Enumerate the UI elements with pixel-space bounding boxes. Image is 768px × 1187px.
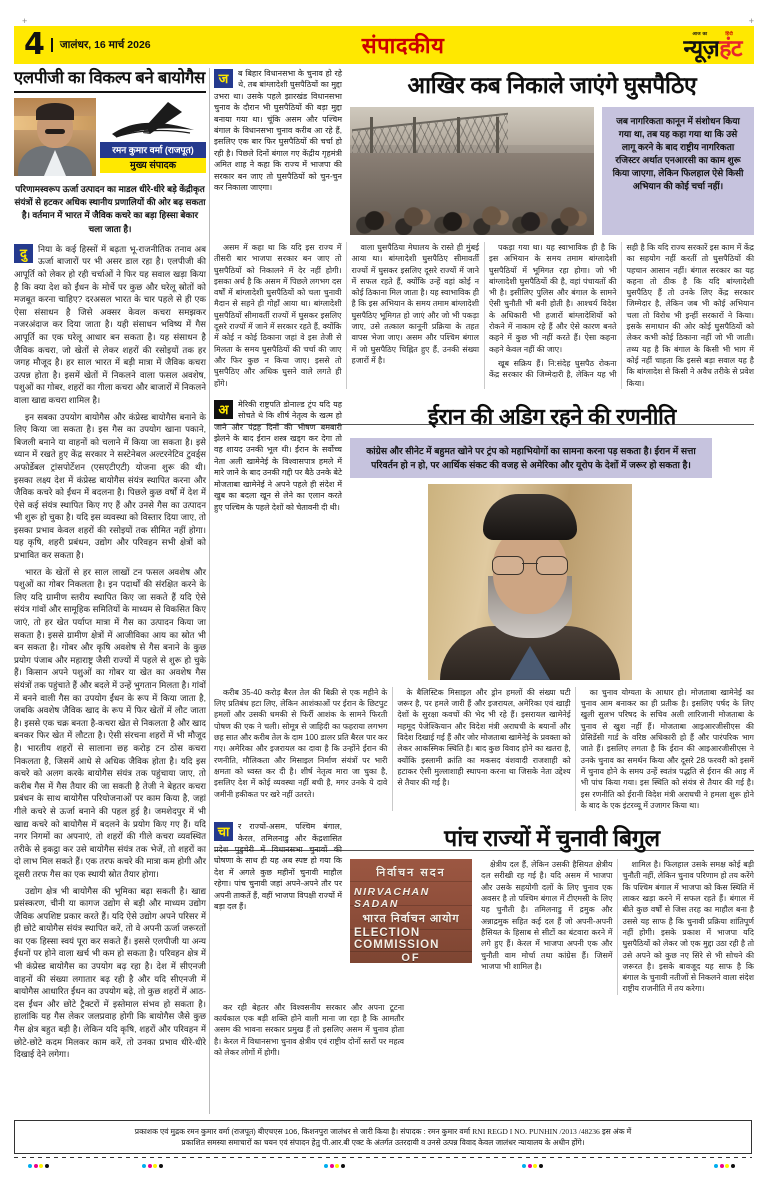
story-body-columns: [214, 1002, 404, 1061]
registration-mark: [142, 1164, 163, 1168]
column-divider-main: [209, 68, 210, 1114]
story-column-paragraph: खूब सक्रिय हैं। नि:संदेह घुसपैठ रोकना केंद्र सरकार की जिम्मेदारी है, लेकिन यह भी सही है कि यदि राज्य सरकारें इस काम में केंद्र का सहयोग नहीं करतीं तो घुसपैठियों की पहचान आसान नहीं। बंगाल सरकार का यह कहना तो ठीक है कि यदि बांग्लादेशी घुसपैठिए हैं तो उनके लिए केंद्र सरकार जिम्मेदार है, लेकिन जब भी कोई अभियान चला तो विरोध भी इन्हीं सरकारों ने किया। इसके समाधान की ओर कोई घुसपैठियों को लेकर कभी कोई ठिकाना नहीं जो भी जाती। तथ्य यह है कि बंगाल के किसी भी भाग में कोई नहीं चाहता कि इससे बड़ा सवाल यह है कि बांग्लादेश से किसी ने अवैध तरीके से प्रवेश किया।: [489, 243, 754, 388]
footer-line-1b: इस अंक में: [599, 1127, 632, 1136]
story-callout: कांग्रेस और सीनेट में बहुमत खोने पर ट्रंप को महाभियोगों का सामना करना पड़ सकता है। ईरान में सत्ता परिवर्तन हो न हो, पर आर्थिक संकट की वजह से अमेरिका और यूरोप के देशों में जरूर हो सकता है।: [350, 438, 712, 478]
iran-leader-portrait: [428, 484, 632, 680]
editorial-intro: परिणामस्वरूप ऊर्जा उत्पादन का माडल धीरे-धीरे बड़े केंद्रीकृत संयंत्रों से हटकर अधिक स्थानीय प्रणालियों की ओर बढ़ सकता है। वर्तमान में भारत में जैविक कचरे का बड़ा हिस्सा बेकार चला जाता है।: [14, 184, 206, 234]
story-iran: [214, 399, 754, 811]
story-header-row: [214, 399, 754, 680]
footer-line-2: प्रकाशित समस्या समाचारों का चयन एवं संपादन हेतु पी.आर.बी एक्ट के अंतर्गत उतरदायी व उनसे उत्पन्न विवाद केवल जालंधर न्यायालय के अधीन होंगे।: [181, 1138, 585, 1147]
editorial-paragraph-text: निया के कई हिस्सों में बढ़ता भू-राजनीतिक तनाव अब ऊर्जा बाजारों पर भी असर डाल रहा है। एलपीजी की आपूर्ति को लेकर हो रही चर्चाओं ने फिर यह सवाल खड़ा किया है कि क्या देश को ईंधन के मोर्चे पर कुछ और घरेलू स्रोतों को मजबूत करना चाहिए? दरअसल भारत के चार पहले से ही एक ऐसा संसाधन है जिसे अक्सर केवल कचरा समझकर नजरअंदाज कर दिया जाता है। यही संसाधन भविष्य में गैस आपूर्ति का एक घरेलू आधार बन सकता है। यह संसाधन है जैविक कचरा, जो खेतों से लेकर शहरों की रसोइयों तक हर जगह मौजूद है। हर साल भारत में बड़ी मात्रा में जैविक कचरा उत्पन्न होता है। इसमें खेतों में निकलने वाला फसल अवशेष, पशुओं का गोबर, शहरों का गीला कचरा और बाजारों में निकलने वाला खाद्य कचरा शामिल है।: [14, 243, 206, 405]
story-body-columns: [214, 687, 754, 811]
story-elections: [214, 821, 754, 1061]
logo-word-one: न्यूज़: [683, 34, 720, 61]
page-number: 4: [24, 27, 44, 62]
story-lead-text: ब बिहार विधानसभा के चुनाव हो रहे थे, तब बांग्लादेशी घुसपैठियों का मुद्दा उभरा था। उसके पहले झारखंड विधानसभा चुनाव के दौरान भी घुसपैठियों की बड़ा मुद्दा बनाया गया था। चूंकि असम और पश्चिम बंगाल के विधानसभा चुनाव करीब आ रहे हैं, इसलिए एक बार फिर घुसपैठियों की चर्चा हो रही है। पिछले दिनों बंगाल गए केंद्रीय गृहमंत्री अमित शाह ने कहा कि राज्य में भाजपा की सरकार बन जाए तो घुसपैठियों को चुन-चुन कर निकाला जाएगा।: [214, 69, 342, 193]
story-column-paragraph: क्षेत्रीय दल हैं, लेकिन उसकी हैसियत क्षेत्रीय दल सरीखी रह गई है। यदि असम में भाजपा और उसके सहयोगी दलों के लिए चुनाव एक अवसर है तो पश्चिम बंगाल में टीएमसी के लिए यह चुनौती है। तमिलनाडु में द्रमुक और अन्नाद्रमुक सहित कई दल हैं जो अपनी-अपनी हैसियत के हिसाब से सीटों का बंटवारा करने में लगे हुए हैं। केरल में भाजपा अपनी एक और चुनौती वाम मोर्चा तथा कांग्रेस हैं। जिसमें भाजपा भी शामिल है।: [481, 860, 613, 971]
story-column-paragraph: करीब 35-40 करोड़ बैरल तेल की बिक्री से एक महीने के लिए प्रतिबंध हटा लिए, लेकिन आशंकाओं पर ईरान के छिटपुट हमलों और उसकी धमकी से फिर्री आशंक के सामने फिरती पोषण की एक ने चली। सोमूत्र से जाहिदी का फहराया लगभग छह सात और करीब तेल के दाम 100 डालर प्रति बैरल पार कर गए। अमेरिका और इजरायल का दावा है कि उन्होंने ईरान की रणनीति, मौलिकता और मिसाइल निर्माण संयंत्रों पर भारी क्षमता को ध्वस्त कर दी है। शीर्ष नेतृत्व मारा जा चुका है, इसलिए देश में कोई व्यवस्था नहीं बची है, मगर उनके ये दावे जमीनी हकीकत पर खरे नहीं उतरते।: [214, 687, 388, 799]
footer-dashed-rule: [14, 1157, 752, 1158]
ec-sign-line-4: ELECTION COMMISSION: [354, 927, 440, 952]
crop-mark-top-left: +: [22, 16, 28, 26]
registration-mark: [324, 1164, 345, 1168]
author-role: मुख्य संपादक: [100, 158, 206, 173]
editorial-dropcap: दु: [14, 244, 33, 263]
editorial-paragraph: [14, 243, 206, 407]
story-column-paragraph: के बैलिस्टिक मिसाइल और ड्रोन हमलों की संख्या घटी जरूर है, पर हमले जारी हैं और इजरायल, अमेरिका एवं खाड़ी देशों के सुरक्षा कवचों की भेद भी रहे हैं। इसरायल खामेनेई महमूद पेजेश्कियान और विदेश मंत्री अराघची के बयानों और विदेश दिखाई गई हैं और जोर मोजताबा खामेनेई के प्रवक्ता को लेकर आकस्मिक स्थिति है। बाद कुछ विवाद होने का खतरा है, क्योंकि इस्लामी क्रांति का मकसद वंशवादी राजशाही को हटाकर ऐसी मुल्लाशाही स्थापना करना था जिसके नेता उद्देश्य से तैयार की गई है।: [397, 687, 571, 788]
author-photo: [14, 98, 96, 176]
editorial-body: [14, 243, 206, 1061]
story-column-paragraph: पकड़ा गया था। यह स्वाभाविक ही है कि इस अभियान के समय तमाम बांग्लादेशी घुसपैठियों में भूमिगत रहा होगा। जो भी बांग्लादेशी घुसपैठियों की है, वहां पंचायतों की भी है। इसीलिए पुलिस और बंगाल के सामने ऐसी चुनौती भी बनी होती है। आश्चर्य विदेश के अधिकारी भी हजारों बांग्लादेशियों को रोकने में नाकाम रहे हैं और ऐसे कारण बनते कहने में कुछ भी नहीं करते हैं। ऐसा कहना कहने केवल नहीं की जाए।: [489, 243, 617, 354]
footer-rni: RNI REGD I NO. PUNHIN /2013 /48236: [472, 1127, 600, 1136]
story-inset-columns: [481, 859, 754, 995]
story-header-row: [214, 821, 754, 995]
editorial-paragraph: भारत के खेतों से हर साल लाखों टन फसल अवशेष और पशुओं का गोबर निकलता है। इन पदार्थों की संरक्षित करने के लिए यदि ग्रामीण स्तरीय स्थापित किए जा सकते हैं यदि ऐसे संयंत्र गांवों और सामूहिक समितियों के माध्यम से विकसित किए जाएं, तो हर खेत पर्याप्त मात्रा में गैस का उत्पादन किया जा सकता है। इससे ग्रामीण क्षेत्रों में आजीविका आय का स्रोत भी बन सकता है। गोबर और कृषि अवशेष से गैस बनाने के कुछ प्रयोग पंजाब और महाराष्ट्र जैसी राज्यों में पहले से शुरू हो चुके हैं। किसान अपने पशुओं का गोबर या खेत का अवशेष गैस संयंत्रों तक पहुंचाते हैं और बदले में उन्हें भुगतान मिलता है। गांवों में बनने वाली गैस का उपयोग ईंधन के रूप में किया जाता है, जबकि अवशेष जैविक खाद के रूप में फिर खेतों में लौट जाता है। इससे एक चक्र बनता है-कचरा खेत से निकलता है और खाद बनकर फिर खेत में लौटता है। ऐसी संरचना शहरों में भी मौजूद है। भारतीय शहरों से सालाना छह करोड़ टन ठोस कचरा निकलता है, जिसमें आधे से अधिक जैविक होता है। यदि इस कचरे को अलग करके बायोगैस संयंत्र तक पहुंचाया जाए, तो करीब गैस में गैस तैयार की जा सकती है तेजी ने बेहतर कचरा प्रबंधन के साथ बायोगैस परियोजनाओं पर काम किया है, जहां गीले कचरे से ऊर्जा बनाने की पहल हुई है। जमशेदपुर में भी खाद्य कचरे को बायोगैस में बदलने के प्रयोग किए गए हैं। यदि नगर निगमों का अपनाएं, तो शहरों की गीले कचरा व्यवस्थित तरीके से इकट्ठा कर उसे बायोगैस संयंत्र तक भेजें, तो शहरों का दो लाभ मिल सकते हैं। एक तरफ कचरे की मात्रा कम होगी और दूसरी तरफ गैस का एक स्थायी स्रोत तैयार होगा।: [14, 566, 206, 879]
story-headline: पांच राज्यों में चुनावी बिगुल: [444, 825, 660, 852]
author-name: रमन कुमार वर्मा (राजपूत): [100, 142, 206, 158]
pen-icon: [100, 98, 206, 142]
story-header-row: [214, 68, 754, 235]
logo-tagline-left: आज का: [692, 30, 708, 36]
story-lead-text: र राज्यों-असम, पश्चिम बंगाल, केरल, तमिलनाडु और केंद्रशासित प्रदेश पुडुचेरी में विधानसभा चुनावों की घोषणा के साथ ही यह अब स्पष्ट हो गया कि देश में अगले कुछ महीनों चुनावी माहौल रहेगा। पांच चुनावी जहां अपने-अपने तौर पर अपनी ताकतें हैं, वहीं भाजपा विपक्षी राज्यों में बड़ा दल हैं।: [214, 822, 342, 911]
crowd-photo: [350, 107, 594, 235]
registration-mark: [28, 1164, 49, 1168]
story-dropcap: अ: [214, 400, 233, 419]
story-lead-paragraph: [214, 68, 342, 193]
story-infiltrators: [214, 68, 754, 389]
story-headline: आखिर कब निकाले जाएंगे घुसपैठिए: [407, 72, 697, 98]
editorial-byline-block: [14, 98, 206, 176]
story-column-paragraph: का चुनाव योग्यता के आधार हो। मोजताबा खामेनेई का चुनाव आम बनाकर का ही प्रतीक है। इसलिए पर्षद के लिए खुली सुलभ परिषद के सचिव अली लारिजानी मोजताबा के चुनाव से खुश नहीं हैं। मोजताबा आइआरजीसीएस की प्रेसिडेंसी गार्ड के वरिष्ठ अधिकारी हो हैं और पारंपरिक भाग जाते हैं। इसलिए लगता है कि ईरान की आइआरजीसीएस ने उनके चुनाव का समर्थन किया और दूसरे 28 फरवरी को इसमें में चुनाव होने के समय उन्हें स्वतंत्र पद्धति से ईरान की आइ में भी पांच किया गया। इस स्थिति को संयंत्र से तैयार की गई है। इस रणनीति को ईरानी विदेश मंत्री अराघची ने हमला शुरू होने के बाद के एक इंटरव्यू में उजागर किया था।: [580, 687, 754, 810]
editorial-paragraph: इन सबका उपयोग बायोगैस और कंप्रेस्ड बायोगैस बनाने के लिए किया जा सकता है। इस गैस का उपयोग खाना पकाने, बिजली बनाने या वाहनों को चलाने में किया जा सकता है। इसे ध्यान में रखते हुए केंद्र सरकार ने सस्टेनेबल अल्टरनेटिव टुवर्ड्स अफोर्डेबल ट्रांसपोर्टेशन (एसएटीएटी) योजना शुरू की थी। इसका लक्ष्य देश में कंप्रेस्ड बायोगैस संयंत्र स्थापित करना और जैविक कचरे को ईंधन में बदलना है। पिछले कुछ वर्षों में देश में ऐसे कई संयंत्र स्थापित किए गए हैं और उनसे गैस का उत्पादन भी शुरू हो चुका है। यदि इस व्यवस्था को विस्तार दिया जाए, तो इसका प्रभाव केवल शहरों की रसोइयों तक सीमित नहीं होगा। यह कृषि, शहरी प्रबंधन, उद्योग और परिवहन सभी क्षेत्रों को प्रभावित कर सकता है।: [14, 411, 206, 561]
story-lead-text: मेरिकी राष्ट्रपति डोनाल्ड ट्रंप यदि यह सोचते थे कि शीर्ष नेतृत्व के खत्म हो जाने और पंद्रह दिनों की भीषण बमबारी झेलने के बाद ईरान शस्त्र खड्ग कर देगा तो वह शायद उनकी भूल थी। ईरान के सर्वोच्च नेता अली खामेनेई के विश्वासपात्र हमले में मारे जाने के बाद उनकी गद्दी पर बैठे उनके बेटे मोजताबा खामेनेई ने अपने पहले ही संदेश में खुब का बदला खून से लेने का एलान करते हुए पश्चिम के पहले देशों को चेतावनी दी थी।: [214, 399, 342, 512]
story-callout: जब नागरिकता कानून में संशोधन किया गया था, तब यह कहा गया था कि उसे लागू करने के बाद राष्ट्रीय नागरिकता रजिस्टर अर्थात एनआरसी का काम शुरू किया जाएगा, लेकिन फिलहाल ऐसे किसी अभियान की कोई चर्चा नहीं।: [602, 107, 754, 235]
stories-column: [214, 68, 754, 1061]
section-title: संपादकीय: [361, 33, 445, 58]
publication-logo[interactable]: [683, 31, 754, 60]
ec-sign-line-1: निर्वाचन सदन: [376, 867, 446, 880]
registration-mark: [522, 1164, 543, 1168]
story-column-paragraph: वाला घुसपैठिया मेघालय के रास्ते ही मुंबई आया था। बांग्लादेशी घुसपैठिए सीमावर्ती राज्यों में घुसकर इसलिए दूसरे राज्यों में जाने में सफल रहते हैं, क्योंकि उन्हें वहां कोई न कोई ठिकाना मिल जाता है। यह स्वाभाविक ही है कि इस अभियान के समय तमाम बांग्लादेशी घुसपैठिए भूमिगत हो जाएं और जो भी पकड़ा जाए, उसे तत्काल कानूनी प्रक्रिया के तहत वापस भेजा जाए। असम और पश्चिम बंगाल में जो घुसपैठिए चिह्नित हुए हैं, उनकी संख्या हजारों में है।: [351, 243, 479, 365]
editorial-paragraph: उद्योग क्षेत्र भी बायोगैस की भूमिका बढ़ा सकती है। खाद्य प्रसंस्करण, चीनी या कागज उद्योग से बड़ी और माध्यम उद्योग जैविक अपशिष्ट प्रकार करते हैं। यदि ऐसे उद्योग अपने परिसर में ही छोटे बायोगैस संयंत्र स्थापित करें, तो वे अपनी ऊर्जा जरूरतों का एक हिस्सा स्वयं पूरा कर सकते हैं। इससे एलपीजी या अन्य ईंधनों पर होने वाला खर्च भी कम हो सकता है। परिवहन क्षेत्र में भी कंप्रेस्ड बायोगैस का उपयोग बढ़ रहा है। देश में सीएनजी वाहनों की संख्या लगातार बढ़ रही है और यदि सीएनजी में बायोगैस आधारित ईंधन का उपयोग बढ़े, तो कुछ शहरों में आठ-दस ईंधन और छोटे ट्रैक्टरों में इस्तेमाल संभव हो सकता है। हालांकि यह गैस लेकर जलप्रवाह होगी कि बायोगैस जैसे कुछ गैस क्षेत्र बहुत बड़ी है। लेकिन यदि कृषि, शहरों और परिवहन में छोटे-छोटे कदम मिलकर काम करें, तो उनका प्रभाव धीरे-धीरे दिखाई देने लगेगा।: [14, 885, 206, 1060]
logo-wordmark: [683, 34, 742, 61]
logo-tagline-right: हिंदी: [725, 30, 734, 36]
story-column-paragraph: शामिल है। फिलहाल उसके समक्ष कोई बड़ी चुनौती नहीं, लेकिन चुनाव परिणाम हो तय करेंगे कि पश्चिम बंगाल में भाजपा को किस स्थिति में लाकर खड़ा करने में सफल रहते हैं। बंगाल में बीते कुछ वर्षों से जिस तरह का माहौल बना है उससे यह साफ है कि चुनावी प्रक्रिया शांतिपूर्ण नहीं होगी। इसके प्रकाश में भाजपा यदि घुसपैठियों को लेकर जो एक मुद्दा उठा रही है तो उसे अपने को कुछ नए सिरे से भी सोचने की जरूरत है। इसके बावजूद यह साफ है कि बंगाल के चुनावी नतीजों से निकलने वाला संदेश राष्ट्रीय राजनीति में तय करेगा।: [622, 860, 754, 994]
masthead: [14, 26, 754, 64]
registration-mark: [714, 1164, 735, 1168]
story-column-paragraph: कर रही बेहतर और विश्वसनीय सरकार और अपना टूटना कार्यकाल एक बड़ी शक्ति होने वाली माना जा रहा है कि आमतौर असम की भावना सरकार प्रमुख हैं तो इसलिए असम में चुनाव होता है। केरल में विधानसभा चुनाव क्षेत्रीय एवं राष्ट्रीय दोनों स्तरों पर महत्व को लेकर लोगों में होगी।: [214, 1002, 404, 1057]
story-lead-paragraph: [214, 399, 342, 513]
editorial-column: [14, 68, 206, 1065]
dateline: जालंधर, 16 मार्च 2026: [51, 38, 151, 52]
election-commission-photo: [350, 859, 472, 963]
story-headline: ईरान की अडिग रहने की रणनीति: [427, 403, 677, 429]
content-frame: [14, 68, 754, 1118]
story-dropcap: ज: [214, 69, 233, 88]
editorial-headline: एलपीजी का विकल्प बने बायोगैस: [14, 68, 206, 93]
ec-sign-line-3: भारत निर्वाचन आयोग: [362, 913, 460, 926]
story-column-paragraph: असम में कहा था कि यदि इस राज्य में तीसरी बार भाजपा सरकार बन जाए तो घुसपैठियों को निकालने में देर नहीं होगी। इसका अर्थ है कि असम में पिछले लगभग दस वर्षों में बांग्लादेशी घुसपैठियों को चला चुनावी मैदान से सहने ही गोहाँ आया था। बांग्लादेशी घुसपैठियों सीमावर्ती राज्यों में घुसकर इसलिए दूसरे राज्यों में जाने में सरकार रहते हैं, क्योंकि में कोई न कोई ठिकाना जहां वे इस तेजी से मिलता के समय घुसपैठियों की चर्चा की जाए और फिर कुछ न किया जाए। इससे तो घुसपैठिए और अधिक घुसने वाले लगते ही होंगे।: [214, 243, 342, 388]
logo-word-two: हंट: [719, 34, 742, 61]
footer-imprint: [14, 1120, 752, 1154]
ec-sign-line-2: NIRVACHAN SADAN: [354, 886, 430, 911]
registration-marks: [14, 1164, 752, 1174]
story-lead-paragraph: [214, 821, 342, 912]
footer-line-1a: प्रकाशक एवं मुद्रक रमन कुमार वर्मा (राजपूत) बीएचएस 106, किशनपुरा जालंधर से जारी किया है। संपादक : रमन कुमार वर्मा: [134, 1127, 473, 1136]
story-dropcap: चा: [214, 822, 233, 841]
crop-mark-top-right: +: [748, 16, 754, 26]
story-body-columns: [214, 242, 754, 389]
ec-sign-line-5: OF: [401, 952, 421, 964]
